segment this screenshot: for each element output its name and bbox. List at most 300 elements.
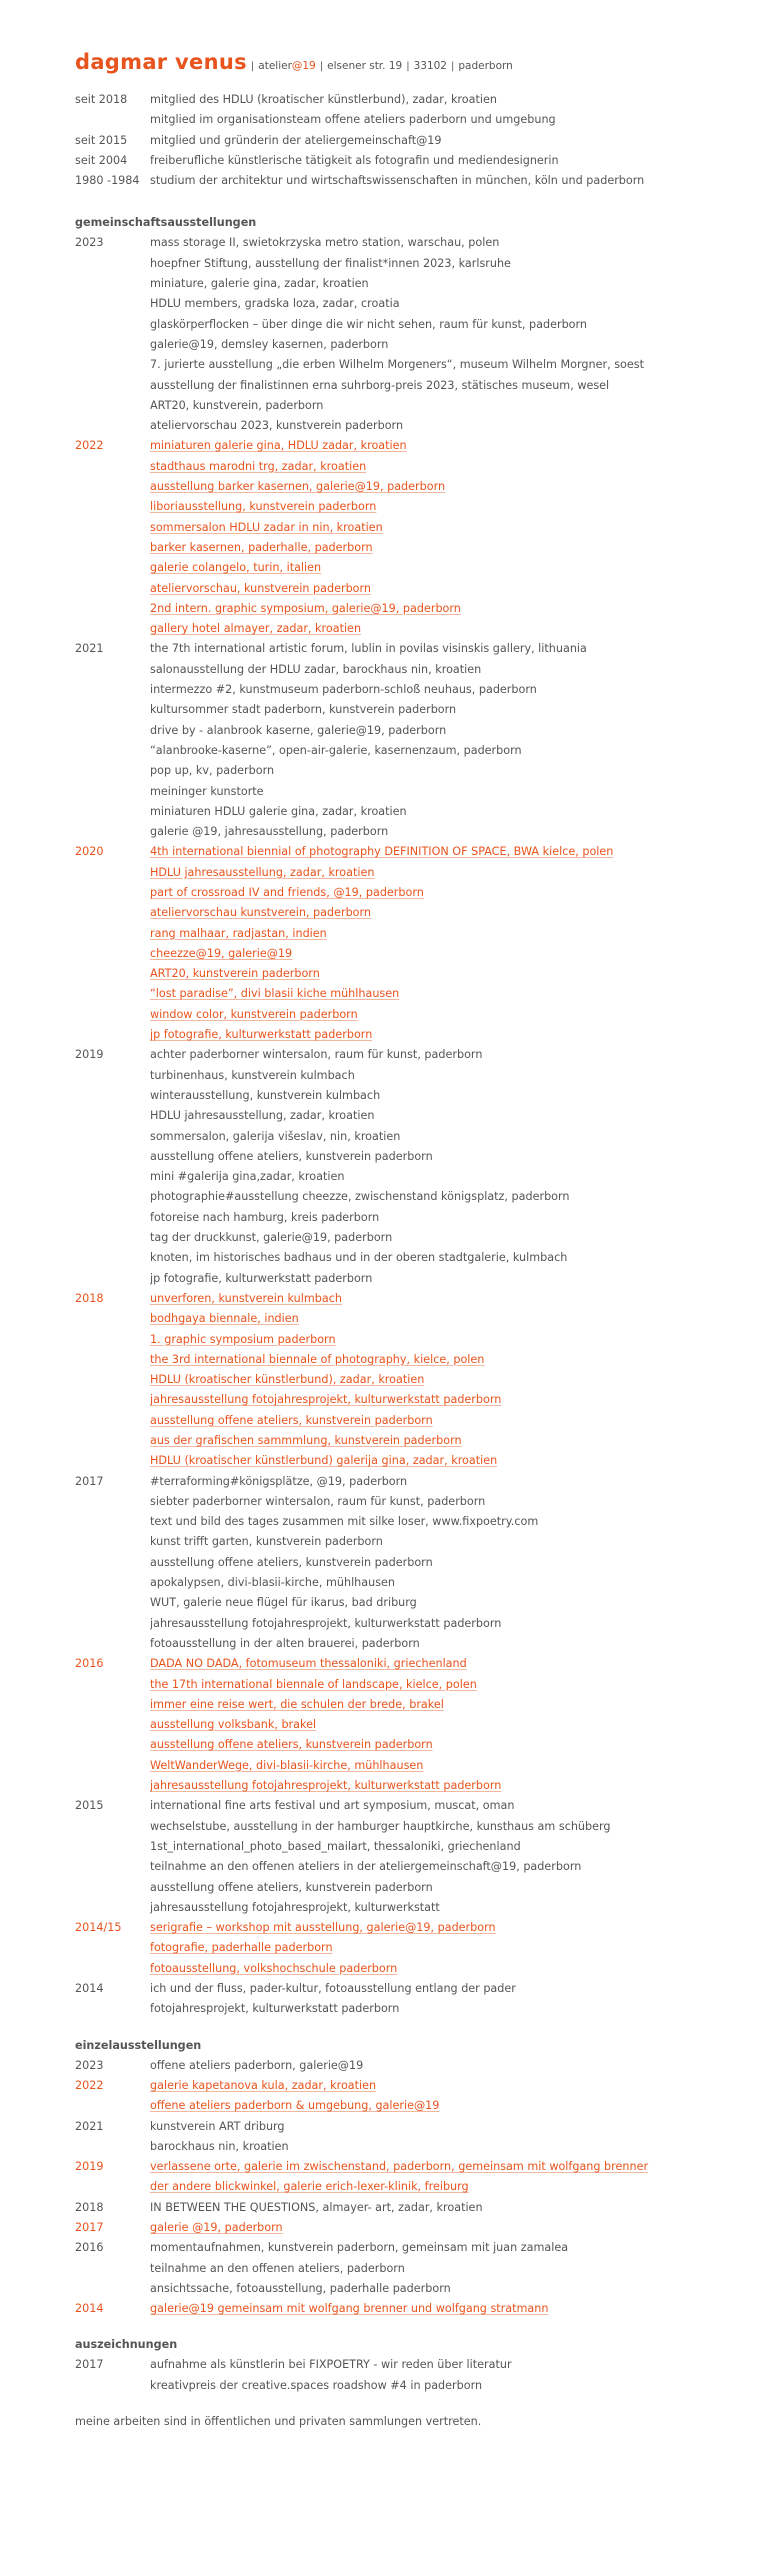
entry-text: apokalypsen, divi-blasii-kirche, mühlhausen <box>150 1576 396 1590</box>
group-entry <box>75 1614 745 1634</box>
group-entry <box>75 1025 745 1045</box>
group-entry <box>75 1086 745 1106</box>
solo-entry <box>75 2076 745 2096</box>
entry-year: 2022 <box>75 439 104 453</box>
entry-text: text und bild des tages zusammen mit silke loser, www.fixpoetry.com <box>150 1515 539 1529</box>
entry-year: 1980 -1984 <box>75 174 140 188</box>
entry-text: galerie colangelo, turin, italien <box>150 561 322 575</box>
entry-year <box>75 1431 150 1451</box>
entry-text: galerie kapetanova kula, zadar, kroatien <box>150 2078 377 2092</box>
entry-year: 2014 <box>75 2302 104 2316</box>
group-entry <box>75 1979 745 1999</box>
entry-text: miniaturen galerie gina, HDLU zadar, kroatien <box>150 439 407 453</box>
entry-text: HDLU members, gradska loza, zadar, croatia <box>150 297 400 311</box>
entry-year: 2020 <box>75 845 104 859</box>
entry-text: kunst trifft garten, kunstverein paderborn <box>150 1535 383 1549</box>
solo-entry <box>75 2096 745 2116</box>
group-entry <box>75 1837 745 1857</box>
entry-year <box>75 903 150 923</box>
entry-text: der andere blickwinkel, galerie erich-lexer-klinik, freiburg <box>150 2180 469 2194</box>
solo-entry <box>75 2279 745 2299</box>
entry-text: fotoreise nach hamburg, kreis paderborn <box>150 1210 380 1224</box>
entry-text: HDLU jahresausstellung, zadar, kroatien <box>150 865 375 879</box>
solo-entry <box>75 2117 745 2137</box>
group-entry <box>75 924 745 944</box>
group-entry <box>75 1918 745 1938</box>
entry-year <box>75 1999 150 2019</box>
atelier-prefix: atelier <box>258 60 292 72</box>
entry-text: tag der druckkunst, galerie@19, paderborn <box>150 1231 393 1245</box>
entry-text: mass storage II, swietokrzyska metro station, warschau, polen <box>150 236 500 250</box>
entry-text: cheezze@19, galerie@19 <box>150 946 293 960</box>
intro-row <box>75 171 745 191</box>
entry-text: “lost paradise”, divi blasii kiche mühlhausen <box>150 987 400 1001</box>
group-entry <box>75 436 745 456</box>
group-entry <box>75 1228 745 1248</box>
entry-text: ART20, kunstverein, paderborn <box>150 398 324 412</box>
group-entry <box>75 1208 745 1228</box>
group-entry <box>75 1959 745 1979</box>
entry-year <box>75 518 150 538</box>
group-entry <box>75 518 745 538</box>
entry-year <box>75 1390 150 1410</box>
group-entry <box>75 294 745 314</box>
header-street: elsener str. 19 <box>327 60 403 72</box>
entry-year <box>75 1878 150 1898</box>
group-entry <box>75 396 745 416</box>
group-entry <box>75 1106 745 1126</box>
group-entry <box>75 599 745 619</box>
entry-year <box>75 761 150 781</box>
group-entry <box>75 1472 745 1492</box>
group-entry <box>75 1127 745 1147</box>
entry-year <box>75 1208 150 1228</box>
group-entry <box>75 1066 745 1086</box>
entry-year <box>75 254 150 274</box>
entry-year <box>75 863 150 883</box>
solo-entry <box>75 2198 745 2218</box>
entry-year <box>75 1147 150 1167</box>
entry-text: galerie@19, demsley kasernen, paderborn <box>150 337 389 351</box>
entry-year <box>75 416 150 436</box>
group-entry <box>75 842 745 862</box>
entry-year: 2022 <box>75 2078 104 2092</box>
entry-text: kultursommer stadt paderborn, kunstverein paderborn <box>150 703 457 717</box>
entry-text: fotoausstellung in der alten brauerei, paderborn <box>150 1636 420 1650</box>
group-entry <box>75 1817 745 1837</box>
entry-year <box>75 1228 150 1248</box>
entry-text: knoten, im historisches badhaus und in der oberen stadtgalerie, kulmbach <box>150 1251 568 1265</box>
entry-text: jp fotografie, kulturwerkstatt paderborn <box>150 1271 373 1285</box>
group-entry <box>75 1269 745 1289</box>
group-entry <box>75 782 745 802</box>
entry-text: offene ateliers paderborn & umgebung, galerie@19 <box>150 2099 440 2113</box>
group-entry <box>75 761 745 781</box>
group-entry <box>75 903 745 923</box>
group-entry <box>75 1675 745 1695</box>
entry-year <box>75 1025 150 1045</box>
entry-text: sommersalon, galerija višeslav, nin, kroatien <box>150 1129 401 1143</box>
entry-year: 2019 <box>75 1048 104 1062</box>
entry-text: offene ateliers paderborn, galerie@19 <box>150 2058 364 2072</box>
entry-year <box>75 2177 150 2197</box>
entry-year <box>75 1451 150 1471</box>
entry-year <box>75 1248 150 1268</box>
entry-text: liboriausstellung, kunstverein paderborn <box>150 500 377 514</box>
header-separator: | <box>406 61 410 72</box>
solo-entry <box>75 2238 745 2258</box>
group-entry <box>75 1898 745 1918</box>
entry-text: serigrafie – workshop mit ausstellung, galerie@19, paderborn <box>150 1921 496 1935</box>
entry-year: 2018 <box>75 1291 104 1305</box>
entry-year <box>75 619 150 639</box>
entry-year <box>75 1553 150 1573</box>
entry-year <box>75 376 150 396</box>
entry-text: unverforen, kunstverein kulmbach <box>150 1291 342 1305</box>
entry-text: the 3rd international biennale of photography, kielce, polen <box>150 1352 485 1366</box>
entry-year <box>75 1938 150 1958</box>
entry-text: immer eine reise wert, die schulen der brede, brakel <box>150 1697 444 1711</box>
group-entry <box>75 1857 745 1877</box>
atelier-accent: @19 <box>291 60 316 72</box>
entry-text: miniature, galerie gina, zadar, kroatien <box>150 277 369 291</box>
entry-text: galerie@19 gemeinsam mit wolfgang brenner und wolfgang stratmann <box>150 2302 549 2316</box>
entry-year <box>75 883 150 903</box>
entry-year <box>75 335 150 355</box>
entry-text: ich und der fluss, pader-kultur, fotoausstellung entlang der pader <box>150 1982 516 1996</box>
solo-entry <box>75 2177 745 2197</box>
entry-year: 2023 <box>75 236 104 250</box>
entry-text: aufnahme als künstlerin bei FIXPOETRY - wir reden über literatur <box>150 2358 512 2372</box>
group-entry <box>75 1045 745 1065</box>
group-entry <box>75 558 745 578</box>
entry-text: salonausstellung der HDLU zadar, barockhaus nin, kroatien <box>150 662 482 676</box>
group-entry <box>75 1370 745 1390</box>
entry-year: 2014 <box>75 1982 104 1996</box>
artist-name: dagmar venus <box>75 50 247 74</box>
entry-year <box>75 2137 150 2157</box>
entry-text: mitglied des HDLU (kroatischer künstlerbund), zadar, kroatien <box>150 93 497 106</box>
group-entry <box>75 477 745 497</box>
entry-year <box>75 2376 150 2396</box>
group-entry <box>75 1999 745 2019</box>
entry-year <box>75 2096 150 2116</box>
entry-year <box>75 497 150 517</box>
entry-text: studium der architektur und wirtschaftswissenschaften in münchen, köln und paderborn <box>150 174 645 188</box>
entry-year: 2023 <box>75 2058 104 2072</box>
entry-year <box>75 782 150 802</box>
entry-text: ausstellung offene ateliers, kunstverein paderborn <box>150 1738 433 1752</box>
entry-text: glaskörperflocken – über dinge die wir nicht sehen, raum für kunst, paderborn <box>150 317 588 331</box>
awards-entry <box>75 2355 745 2375</box>
entry-year: 2019 <box>75 2160 104 2174</box>
entry-text: “alanbrooke-kaserne”, open-air-galerie, kasernenzaum, paderborn <box>150 743 522 757</box>
entry-year <box>75 1695 150 1715</box>
entry-text: kreativpreis der creative.spaces roadshow #4 in paderborn <box>150 2378 483 2392</box>
entry-year <box>75 1675 150 1695</box>
group-entry <box>75 1005 745 1025</box>
entry-text: ausstellung offene ateliers, kunstverein paderborn <box>150 1149 433 1163</box>
entry-text: ateliervorschau kunstverein, paderborn <box>150 906 372 920</box>
entry-text: barker kasernen, paderhalle, paderborn <box>150 540 373 554</box>
entry-text: WUT, galerie neue flügel für ikarus, bad driburg <box>150 1596 417 1610</box>
entry-year <box>75 1309 150 1329</box>
entry-text: jahresausstellung fotojahresprojekt, kulturwerkstatt <box>150 1900 440 1914</box>
group-entry <box>75 680 745 700</box>
group-entry <box>75 457 745 477</box>
entry-year: 2017 <box>75 1474 104 1488</box>
entry-year <box>75 315 150 335</box>
intro-row <box>75 151 745 171</box>
entry-year: 2021 <box>75 642 104 656</box>
entry-text: miniaturen HDLU galerie gina, zadar, kroatien <box>150 804 407 818</box>
group-entry <box>75 660 745 680</box>
entry-year <box>75 294 150 314</box>
entry-year <box>75 944 150 964</box>
entry-year <box>75 802 150 822</box>
entry-year: seit 2004 <box>75 153 128 167</box>
group-entry <box>75 274 745 294</box>
solo-exhibitions-heading: einzelausstellungen <box>75 2038 202 2052</box>
entry-year <box>75 1187 150 1207</box>
group-entry <box>75 254 745 274</box>
group-entry <box>75 579 745 599</box>
entry-year <box>75 1756 150 1776</box>
group-exhibitions-heading: gemeinschaftsausstellungen <box>75 216 257 230</box>
entry-text: the 17th international biennale of landscape, kielce, polen <box>150 1677 477 1691</box>
group-entry <box>75 1350 745 1370</box>
entry-year <box>75 396 150 416</box>
group-entry <box>75 1735 745 1755</box>
entry-text: gallery hotel almayer, zadar, kroatien <box>150 622 362 636</box>
entry-text: ansichtssache, fotoausstellung, paderhalle paderborn <box>150 2281 451 2295</box>
entry-text: rang malhaar, radjastan, indien <box>150 926 327 940</box>
group-entry <box>75 1451 745 1471</box>
entry-text: 4th international biennial of photography DEFINITION OF SPACE, BWA kielce, polen <box>150 845 614 859</box>
entry-text: barockhaus nin, kroatien <box>150 2139 289 2153</box>
entry-text: #terraforming#königsplätze, @19, paderborn <box>150 1474 408 1488</box>
entry-text: mitglied im organisationsteam offene ateliers paderborn und umgebung <box>150 113 556 127</box>
entry-year <box>75 1573 150 1593</box>
entry-text: HDLU jahresausstellung, zadar, kroatien <box>150 1109 375 1123</box>
entry-text: ausstellung offene ateliers, kunstverein paderborn <box>150 1413 433 1427</box>
entry-year <box>75 700 150 720</box>
group-entry <box>75 964 745 984</box>
entry-year <box>75 2259 150 2279</box>
entry-text: the 7th international artistic forum, lublin in povilas visinskis gallery, lithuania <box>150 642 587 656</box>
entry-year <box>75 558 150 578</box>
solo-exhibitions-list <box>75 2056 745 2320</box>
entry-year: 2017 <box>75 2358 104 2372</box>
entry-year: 2018 <box>75 2200 104 2214</box>
group-entry <box>75 335 745 355</box>
entry-year <box>75 1593 150 1613</box>
entry-text: part of crossroad IV and friends, @19, paderborn <box>150 885 424 899</box>
solo-entry <box>75 2259 745 2279</box>
entry-year: 2021 <box>75 2119 104 2133</box>
group-entry <box>75 1796 745 1816</box>
solo-entry <box>75 2157 745 2177</box>
entry-text: 1st_international_photo_based_mailart, thessaloniki, griechenland <box>150 1839 521 1853</box>
entry-year <box>75 822 150 842</box>
group-entry <box>75 1289 745 1309</box>
entry-text: mitglied und gründerin der ateliergemeinschaft@19 <box>150 133 442 147</box>
entry-year <box>75 1512 150 1532</box>
solo-entry <box>75 2056 745 2076</box>
solo-entry <box>75 2218 745 2238</box>
entry-text: teilnahme an den offenen ateliers, paderborn <box>150 2261 405 2275</box>
entry-text: sommersalon HDLU zadar in nin, kroatien <box>150 520 383 534</box>
entry-text: kunstverein ART driburg <box>150 2119 285 2133</box>
entry-year <box>75 355 150 375</box>
entry-text: teilnahme an den offenen ateliers in der ateliergemeinschaft@19, paderborn <box>150 1860 582 1874</box>
intro-section <box>75 90 745 191</box>
entry-year <box>75 1127 150 1147</box>
group-entry <box>75 863 745 883</box>
intro-row <box>75 110 745 130</box>
group-exhibitions-list <box>75 233 745 2019</box>
entry-text: jahresausstellung fotojahresprojekt, kulturwerkstatt paderborn <box>150 1779 502 1793</box>
group-entry <box>75 802 745 822</box>
entry-text: HDLU (kroatischer künstlerbund) galerija gina, zadar, kroatien <box>150 1454 498 1468</box>
entry-text: siebter paderborner wintersalon, raum für kunst, paderborn <box>150 1494 486 1508</box>
group-entry <box>75 1654 745 1674</box>
entry-text: HDLU (kroatischer künstlerbund), zadar, kroatien <box>150 1373 425 1387</box>
entry-text: intermezzo #2, kunstmuseum paderborn-schloß neuhaus, paderborn <box>150 683 537 697</box>
entry-text: ausstellung volksbank, brakel <box>150 1718 317 1732</box>
entry-year <box>75 1086 150 1106</box>
group-entry <box>75 1532 745 1552</box>
entry-year <box>75 680 150 700</box>
entry-text: jahresausstellung fotojahresprojekt, kulturwerkstatt paderborn <box>150 1393 502 1407</box>
entry-year <box>75 721 150 741</box>
entry-text: drive by - alanbrook kaserne, galerie@19, paderborn <box>150 723 447 737</box>
group-entry <box>75 355 745 375</box>
entry-year <box>75 1167 150 1187</box>
entry-text: ateliervorschau 2023, kunstverein paderborn <box>150 419 404 433</box>
entry-text: jahresausstellung fotojahresprojekt, kulturwerkstatt paderborn <box>150 1616 502 1630</box>
entry-text: galerie @19, paderborn <box>150 2220 283 2234</box>
group-entry <box>75 1330 745 1350</box>
group-entry <box>75 538 745 558</box>
intro-row <box>75 90 745 110</box>
entry-year <box>75 2279 150 2299</box>
entry-text: hoepfner Stiftung, ausstellung der finalist*innen 2023, karlsruhe <box>150 256 511 270</box>
entry-year: seit 2015 <box>75 133 128 147</box>
entry-year <box>75 984 150 1004</box>
group-entry <box>75 1593 745 1613</box>
awards-heading: auszeichnungen <box>75 2338 178 2352</box>
entry-year <box>75 1614 150 1634</box>
entry-text: verlassene orte, galerie im zwischenstand, paderborn, gemeinsam mit wolfgang brenner <box>150 2160 649 2174</box>
group-entry <box>75 1431 745 1451</box>
entry-text: freiberufliche künstlerische tätigkeit als fotografin und mediendesignerin <box>150 153 559 167</box>
group-entry <box>75 233 745 253</box>
entry-year <box>75 1735 150 1755</box>
entry-year <box>75 1330 150 1350</box>
entry-year <box>75 1715 150 1735</box>
entry-year: 2016 <box>75 1657 104 1671</box>
group-entry <box>75 944 745 964</box>
entry-text: photographie#ausstellung cheezze, zwischenstand königsplatz, paderborn <box>150 1190 570 1204</box>
entry-text: aus der grafischen sammmlung, kunstverein paderborn <box>150 1434 462 1447</box>
entry-year <box>75 579 150 599</box>
group-entry <box>75 721 745 741</box>
entry-text: ausstellung offene ateliers, kunstverein paderborn <box>150 1555 433 1569</box>
entry-text: mini #galerija gina,zadar, kroatien <box>150 1170 345 1184</box>
header-separator: | <box>319 61 324 72</box>
group-entry <box>75 619 745 639</box>
group-entry <box>75 376 745 396</box>
entry-text: 2nd intern. graphic symposium, galerie@19, paderborn <box>150 601 461 615</box>
entry-year: seit 2018 <box>75 93 128 106</box>
entry-year <box>75 110 150 130</box>
entry-year: 2017 <box>75 2220 104 2234</box>
solo-entry <box>75 2137 745 2157</box>
group-entry <box>75 1553 745 1573</box>
group-entry <box>75 1147 745 1167</box>
group-entry <box>75 1492 745 1512</box>
group-entry <box>75 1938 745 1958</box>
group-entry <box>75 1573 745 1593</box>
awards-entry <box>75 2376 745 2396</box>
entry-text: fotojahresprojekt, kulturwerkstatt paderborn <box>150 2002 400 2016</box>
entry-year <box>75 1411 150 1431</box>
entry-text: ausstellung offene ateliers, kunstverein paderborn <box>150 1880 433 1894</box>
entry-text: 7. jurierte ausstellung „die erben Wilhelm Morgeners“, museum Wilhelm Morgner, soest <box>150 358 644 372</box>
group-entry <box>75 1248 745 1268</box>
group-entry <box>75 741 745 761</box>
cv-header <box>75 50 745 90</box>
entry-year <box>75 1106 150 1126</box>
entry-year <box>75 1837 150 1857</box>
group-entry <box>75 1187 745 1207</box>
entry-year <box>75 924 150 944</box>
group-entry <box>75 497 745 517</box>
group-entry <box>75 1390 745 1410</box>
group-entry <box>75 315 745 335</box>
entry-year <box>75 477 150 497</box>
entry-year: 2014/15 <box>75 1921 122 1935</box>
awards-list <box>75 2355 745 2396</box>
entry-year <box>75 1269 150 1289</box>
entry-year: 2015 <box>75 1799 104 1813</box>
group-entry <box>75 1878 745 1898</box>
entry-year <box>75 599 150 619</box>
entry-year <box>75 1857 150 1877</box>
solo-entry <box>75 2299 745 2319</box>
entry-year <box>75 1634 150 1654</box>
group-entry <box>75 639 745 659</box>
entry-year <box>75 274 150 294</box>
group-entry <box>75 1715 745 1735</box>
group-entry <box>75 1776 745 1796</box>
entry-text: galerie @19, jahresausstellung, paderborn <box>150 825 389 839</box>
entry-year <box>75 1066 150 1086</box>
entry-year <box>75 538 150 558</box>
entry-text: meininger kunstorte <box>150 784 264 798</box>
entry-text: jp fotografie, kulturwerkstatt paderborn <box>150 1028 373 1042</box>
entry-year <box>75 1350 150 1370</box>
header-separator: | <box>250 61 255 72</box>
group-entry <box>75 1512 745 1532</box>
entry-text: international fine arts festival und art symposium, muscat, oman <box>150 1799 515 1813</box>
entry-year <box>75 1370 150 1390</box>
entry-year <box>75 1898 150 1918</box>
entry-text: stadthaus marodni trg, zadar, kroatien <box>150 459 367 473</box>
entry-year <box>75 1492 150 1512</box>
header-separator: | <box>450 61 455 72</box>
